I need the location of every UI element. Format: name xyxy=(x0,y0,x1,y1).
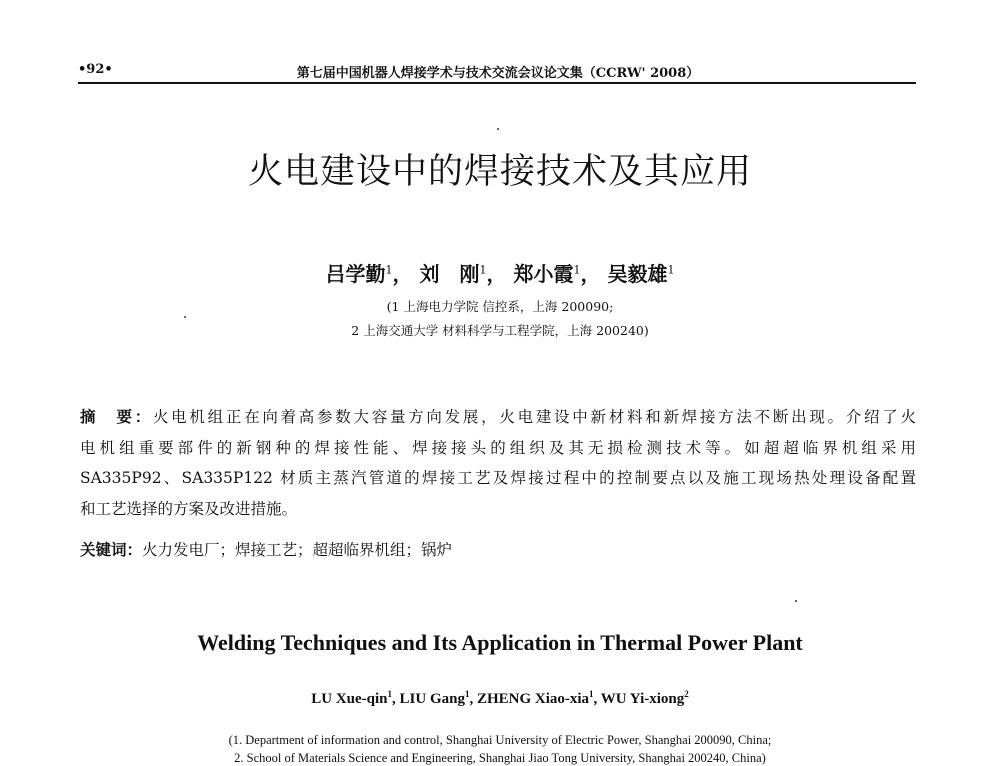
author-name-en: WU Yi-xiong xyxy=(600,691,685,707)
running-header xyxy=(78,60,918,82)
affiliation-cn: 2 上海交通大学 材料科学与工程学院，上海 200240) xyxy=(351,323,649,338)
author-name: 吴毅雄 xyxy=(607,262,668,286)
keywords xyxy=(80,538,452,560)
affiliation-mark: 1 xyxy=(464,689,470,699)
abstract-line: 电机组重要部件的新钢种的焊接性能、焊接接头的组织及其无损检测技术等。如超超临界机组采用 xyxy=(80,438,916,457)
author-name: 郑小霞 xyxy=(513,262,574,286)
affiliation-mark: 1 xyxy=(385,263,393,277)
paper-title-en: Welding Techniques and Its Application in Thermal Power Plant xyxy=(197,630,803,655)
author-name: 刘 刚 xyxy=(419,262,480,286)
scan-speck xyxy=(497,128,499,130)
abstract-text: 火电机组正在向着高参数大容量方向发展，火电建设中新材料和新焊接方法不断出现。介绍了火 xyxy=(152,408,916,426)
author-name-en: LIU Gang xyxy=(399,691,465,707)
journal-title: 第七届中国机器人焊接学术与技术交流会议论文集（CCRW' 2008） xyxy=(296,66,700,81)
keywords-label: 关键词： xyxy=(80,540,143,559)
paper-title: 火电建设中的焊接技术及其应用 xyxy=(247,152,752,192)
keywords-text: 火力发电厂；焊接工艺；超超临界机组；锅炉 xyxy=(142,541,453,559)
affiliation-mark: 1 xyxy=(573,263,581,277)
author-name-en: LU Xue-qin xyxy=(311,691,388,707)
affiliation-mark: 1 xyxy=(589,689,594,699)
abstract-line: SA335P92、SA335P122 材质主蒸汽管道的焊接工艺及焊接过程中的控制要点以及施工现场热处理设备配置 xyxy=(80,469,916,487)
affiliation-mark: 1 xyxy=(479,263,487,277)
affiliation-mark: 1 xyxy=(667,263,675,277)
author-name-en: ZHENG Xiao-xia xyxy=(476,691,590,707)
page-number: •92• xyxy=(78,62,113,77)
abstract xyxy=(80,402,916,524)
author-name: 吕学勤 xyxy=(325,262,386,286)
author-list-cn: 吕学勤$^1$， 刘 刚$^1$， 郑小霞$^1$， 吴毅雄$^1$ xyxy=(325,262,675,286)
abstract-line: 和工艺选择的方案及改进措施。 xyxy=(80,499,298,518)
affiliation-en: (1. Department of information and control, Shanghai University of Electric Power, Shanghai 200090, China; xyxy=(228,733,772,747)
affiliation-mark: 1 xyxy=(387,689,393,699)
affiliation-mark: 2 xyxy=(684,689,689,699)
scan-speck xyxy=(184,316,186,318)
scan-speck xyxy=(795,600,797,602)
header-rule xyxy=(78,82,916,84)
affiliation-cn: (1 上海电力学院 信控系，上海 200090; xyxy=(386,299,614,314)
abstract-label: 摘 要： xyxy=(80,407,153,426)
author-list-en: LU Xue-qin$^1$, LIU Gang$^1$, ZHENG Xiao-xia$^1$, WU Yi-xiong$^2$ xyxy=(311,689,689,707)
abstract-line xyxy=(80,402,916,433)
affiliation-en: 2. School of Materials Science and Engineering, Shanghai Jiao Tong University, Shanghai 200240, China) xyxy=(234,751,766,765)
